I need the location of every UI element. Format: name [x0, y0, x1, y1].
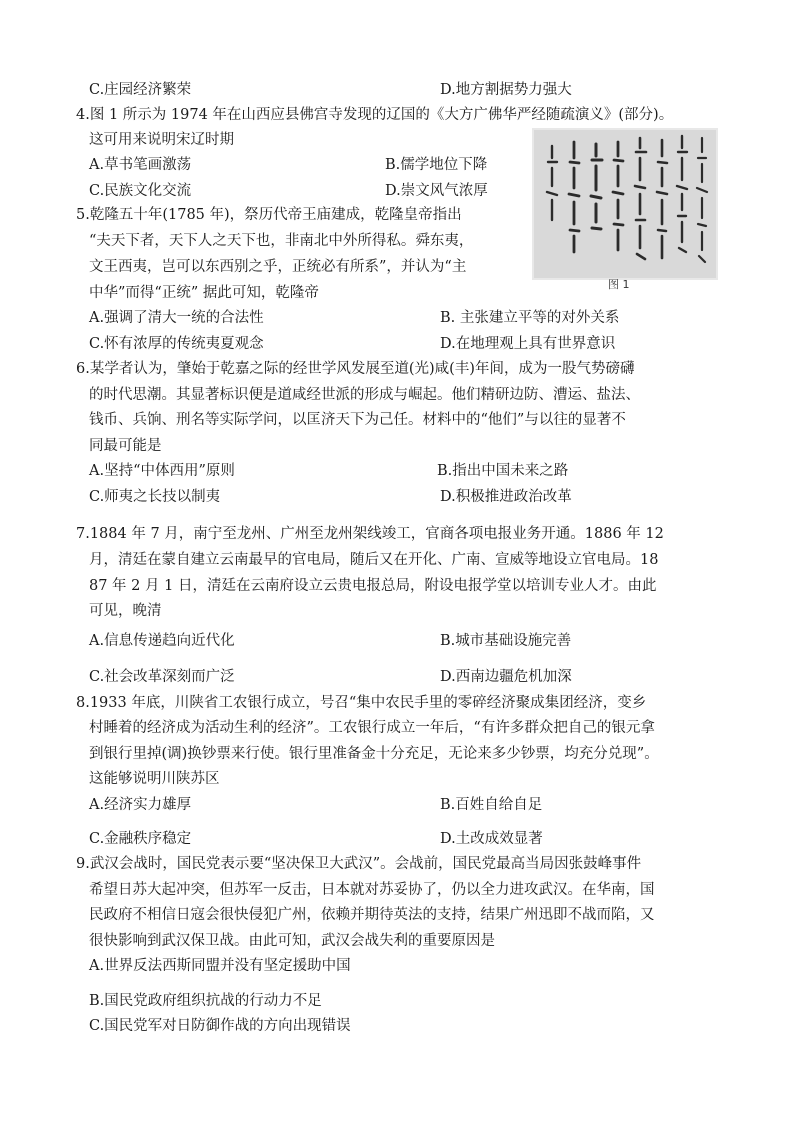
q6-stem-line-3: 钱币、兵饷、刑名等实际学问，以匡济天下为己任。材料中的“他们”与以往的显著不: [89, 412, 626, 428]
q5-stem-line-4: 中华”而得“正统” 据此可知，乾隆帝: [89, 285, 319, 301]
q3-option-c: C.庄园经济繁荣: [89, 82, 192, 98]
manuscript-figure-image: [532, 128, 718, 280]
q8-option-d: D.土改成效显著: [440, 831, 543, 847]
q4-option-a: A.草书笔画激荡: [89, 157, 192, 173]
q5-option-b: B. 主张建立平等的对外关系: [440, 310, 620, 326]
q4-option-c: C.民族文化交流: [89, 183, 192, 199]
q9-stem-line-1: 9.武汉会战时，国民党表示要“坚决保卫大武汉”。会战前，国民党最高当局因张鼓峰事件: [76, 856, 642, 872]
q6-stem-line-1: 6.某学者认为，肇始于乾嘉之际的经世学风发展至道(光)咸(丰)年间，成为一股气势磅礴: [76, 361, 635, 377]
q8-stem-line-4: 这能够说明川陕苏区: [89, 771, 220, 787]
q5-option-a: A.强调了清大一统的合法性: [89, 310, 264, 326]
q9-stem-line-3: 民政府不相信日寇会很快侵犯广州，依赖并期待英法的支持，结果广州迅即不战而陷，又: [89, 907, 655, 923]
q6-option-a: A.坚持“中体西用”原则: [89, 463, 235, 479]
q5-stem-line-2: “夫天下者，天下人之天下也，非南北中外所得私。舜东夷，: [89, 233, 474, 249]
q8-option-b: B.百姓自给自足: [440, 797, 543, 813]
q7-stem-line-1: 7.1884 年 7 月，南宁至龙州、广州至龙州架线竣工，官商各项电报业务开通。1886 年 12: [76, 526, 664, 542]
q8-stem-line-1: 8.1933 年底，川陕省工农银行成立，号召“集中农民手里的零碎经济聚成集团经济，变乡: [76, 695, 647, 711]
q5-stem-line-3: 文王西夷，岂可以东西别之乎，正统必有所系”，并认为“主: [89, 259, 467, 275]
q7-stem-line-2: 月，清廷在蒙自建立云南最早的官电局，随后又在开化、广南、宣威等地设立官电局。18: [89, 552, 659, 568]
q8-option-a: A.经济实力雄厚: [89, 797, 192, 813]
q6-option-c: C.师夷之长技以制夷: [89, 489, 221, 505]
figure-caption: 图 1: [608, 278, 630, 291]
q7-option-d: D.西南边疆危机加深: [440, 669, 572, 685]
q8-option-c: C.金融秩序稳定: [89, 831, 192, 847]
q6-stem-line-4: 同最可能是: [89, 438, 162, 454]
q7-option-c: C.社会改革深刻而广泛: [89, 669, 235, 685]
q8-stem-line-3: 到银行里掉(调)换钞票来行使。银行里准备金十分充足，无论来多少钞票，均充分兑现”。: [89, 746, 659, 762]
q4-option-b: B.儒学地位下降: [385, 157, 488, 173]
q9-option-a: A.世界反法西斯同盟并没有坚定援助中国: [89, 958, 351, 974]
q7-option-b: B.城市基础设施完善: [440, 633, 572, 649]
q9-option-b: B.国民党政府组织抗战的行动力不足: [89, 993, 322, 1009]
q8-stem-line-2: 村睡着的经济成为活动生利的经济”。工农银行成立一年后，“有许多群众把自己的银元拿: [89, 720, 655, 736]
q6-option-d: D.积极推进政治改革: [440, 489, 572, 505]
q7-stem-line-3: 87 年 2 月 1 日，清廷在云南府设立云贵电报总局，附设电报学堂以培训专业人才。由此: [89, 578, 657, 594]
q6-option-b: B.指出中国未来之路: [437, 463, 569, 479]
q9-option-c: C.国民党军对日防御作战的方向出现错误: [89, 1018, 351, 1034]
q4-option-d: D.崇文风气浓厚: [385, 183, 488, 199]
q7-option-a: A.信息传递趋向近代化: [89, 633, 235, 649]
q9-stem-line-2: 希望日苏大起冲突，但苏军一反击，日本就对苏妥协了，仍以全力进攻武汉。在华南，国: [89, 882, 655, 898]
q6-stem-line-2: 的时代思潮。其显著标识便是道咸经世派的形成与崛起。他们精研边防、漕运、盐法、: [89, 387, 640, 403]
q7-stem-line-4: 可见，晚清: [89, 603, 162, 619]
q5-option-d: D.在地理观上具有世界意识: [440, 336, 616, 352]
q5-stem-line-1: 5.乾隆五十年(1785 年)，祭历代帝王庙建成，乾隆皇帝指出: [76, 207, 462, 223]
q3-option-d: D.地方割据势力强大: [440, 82, 572, 98]
q5-option-c: C.怀有浓厚的传统夷夏观念: [89, 336, 264, 352]
q4-stem-line-1: 4.图 1 所示为 1974 年在山西应县佛宫寺发现的辽国的《大方广佛华严经随疏演义》(部分)。: [76, 107, 674, 123]
q4-stem-line-2: 这可用来说明宋辽时期: [89, 132, 234, 148]
q9-stem-line-4: 很快影响到武汉保卫战。由此可知，武汉会战失利的重要原因是: [89, 933, 495, 949]
